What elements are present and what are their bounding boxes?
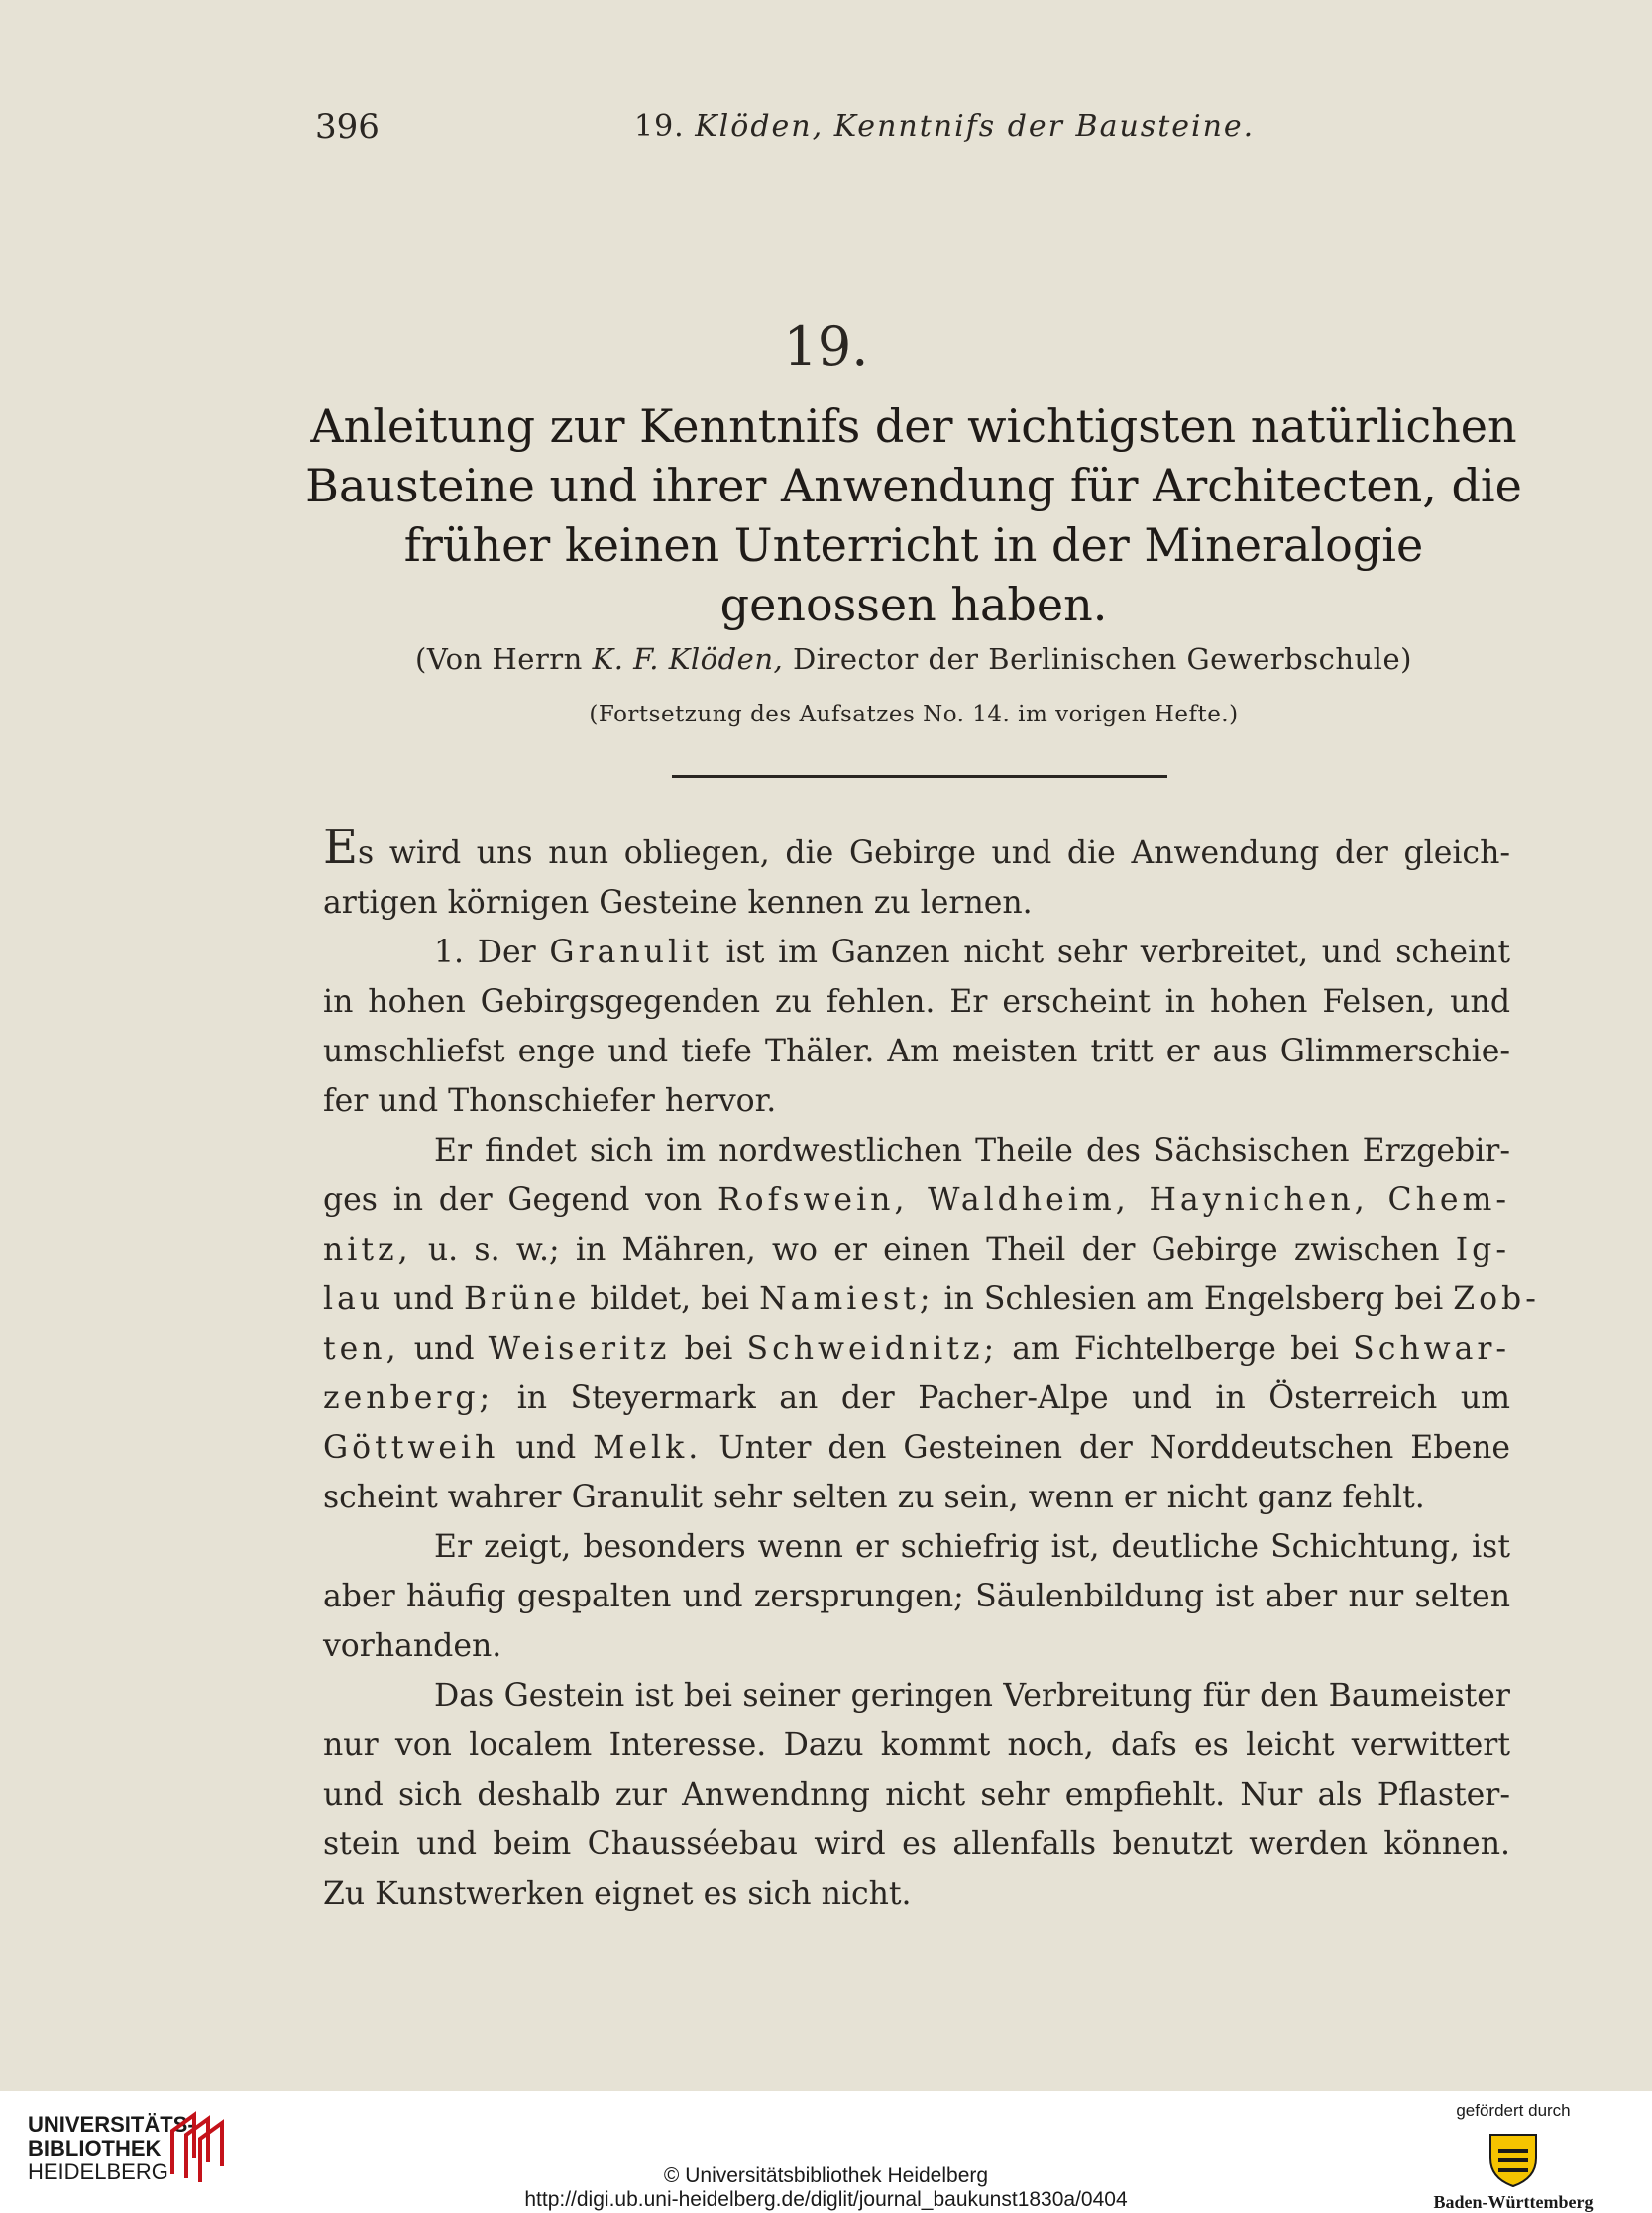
text-line: Es wird uns nun obliegen, die Gebirge und die Anwendung der gleich- <box>323 820 1510 875</box>
paragraph <box>323 820 1510 928</box>
copyright-text: © Universitätsbibliothek Heidelberg <box>663 2164 989 2187</box>
text-line: scheint wahrer Granulit sehr selten zu sein, wenn er nicht ganz fehlt. <box>323 1480 1425 1515</box>
funded-by-label: gefördert durch <box>1456 2101 1571 2120</box>
paragraph <box>323 1522 1510 1671</box>
funder-badge <box>1414 2101 1612 2213</box>
text-line: umschliefst enge und tiefe Thäler. Am meisten tritt er aus Glimmerschie- <box>323 1034 1510 1069</box>
text-line: aber häufig gespalten und zersprungen; Säulenbildung ist aber nur selten <box>323 1579 1510 1614</box>
title-line: Anleitung zur Kenntnifs der wichtigsten natürlichen <box>310 399 1517 453</box>
permalink[interactable]: http://digi.ub.uni-heidelberg.de/diglit/journal_baukunst1830a/0404 <box>524 2188 1128 2211</box>
text-line: ten, und Weiseritz bei Schweidnitz; am Fichtelberge bei Schwar- <box>323 1331 1511 1367</box>
text-line: fer und Thonschiefer hervor. <box>323 1083 777 1119</box>
text-line: vorhanden. <box>323 1628 502 1664</box>
running-head-author: Klöden, <box>695 109 825 144</box>
copyright-notice <box>0 2164 1652 2212</box>
text-line: stein und beim Chausséebau wird es allenfalls benutzt werden können. <box>323 1826 1510 1862</box>
running-head-text: 19. Klöden, Kenntnifs der Bausteine. <box>634 109 1256 144</box>
title-line: genossen haben. <box>719 578 1108 631</box>
page-number: 396 <box>315 107 380 147</box>
text-line: Er findet sich im nordwestlichen Theile des Sächsischen Erzgebir- <box>434 1133 1510 1168</box>
coat-of-arms-icon <box>1487 2129 1540 2188</box>
text-line: nitz, u. s. w.; in Mähren, wo er einen Theil der Gebirge zwischen Ig- <box>323 1232 1510 1268</box>
text-line: 1. Der Granulit ist im Ganzen nicht sehr verbreitet, und scheint <box>434 935 1510 970</box>
text-line: Das Gestein ist bei seiner geringen Verbreitung für den Baumeister <box>434 1678 1510 1714</box>
text-line: zenberg; in Steyermark an der Pacher-Alpe und in Österreich um <box>323 1381 1510 1416</box>
continuation-note: (Fortsetzung des Aufsatzes No. 14. im vorigen Hefte.) <box>589 702 1239 727</box>
text-line: und sich deshalb zur Anwendnng nicht sehr empfiehlt. Nur als Pflaster- <box>323 1777 1510 1813</box>
text-line: nur von localem Interesse. Dazu kommt noch, dafs es leicht verwittert <box>323 1727 1510 1763</box>
text-line: lau und Brüne bildet, bei Namiest; in Schlesien am Engelsberg bei Zob- <box>323 1281 1540 1317</box>
title-line: früher keinen Unterricht in der Mineralogie <box>403 518 1424 572</box>
title-line: Bausteine und ihrer Anwendung für Architecten, die <box>305 459 1522 512</box>
text-line: in hohen Gebirgsgegenden zu fehlen. Er erscheint in hohen Felsen, und <box>323 984 1510 1020</box>
byline-author: K. F. Klöden, <box>592 642 784 676</box>
initial-letter: E <box>323 820 359 875</box>
running-head-title: Kenntnifs der Bausteine. <box>833 109 1256 144</box>
text-line: Er zeigt, besonders wenn er schiefrig ist, deutliche Schichtung, ist <box>434 1529 1510 1565</box>
paragraph <box>323 928 1510 1126</box>
article-body <box>323 820 1540 1919</box>
text-line: Göttweih und Melk. Unter den Gesteinen der Norddeutschen Ebene <box>323 1430 1511 1466</box>
place-names: Rofswein, Waldheim, Haynichen, Chem- <box>716 1182 1511 1218</box>
paragraph <box>323 1671 1510 1919</box>
text-line: Zu Kunstwerken eignet es sich nicht. <box>323 1876 912 1912</box>
emphasized-term: Granulit <box>549 935 713 970</box>
byline: (Von Herrn K. F. Klöden, Director der Berlinischen Gewerbschule) <box>415 642 1412 676</box>
article-title <box>297 396 1530 634</box>
text-line: artigen körnigen Gesteine kennen zu lernen. <box>323 885 1033 921</box>
section-divider <box>672 775 1167 778</box>
paragraph <box>323 1126 1540 1522</box>
article-number: 19. <box>783 315 869 378</box>
library-logo-text[interactable]: UNIVERSITÄTS- BIBLIOTHEK HEIDELBERG <box>28 2112 195 2184</box>
text-line: ges in der Gegend von Rofswein, Waldheim, Haynichen, Chem- <box>323 1182 1511 1218</box>
funder-name: Baden-Württemberg <box>1433 2192 1594 2212</box>
